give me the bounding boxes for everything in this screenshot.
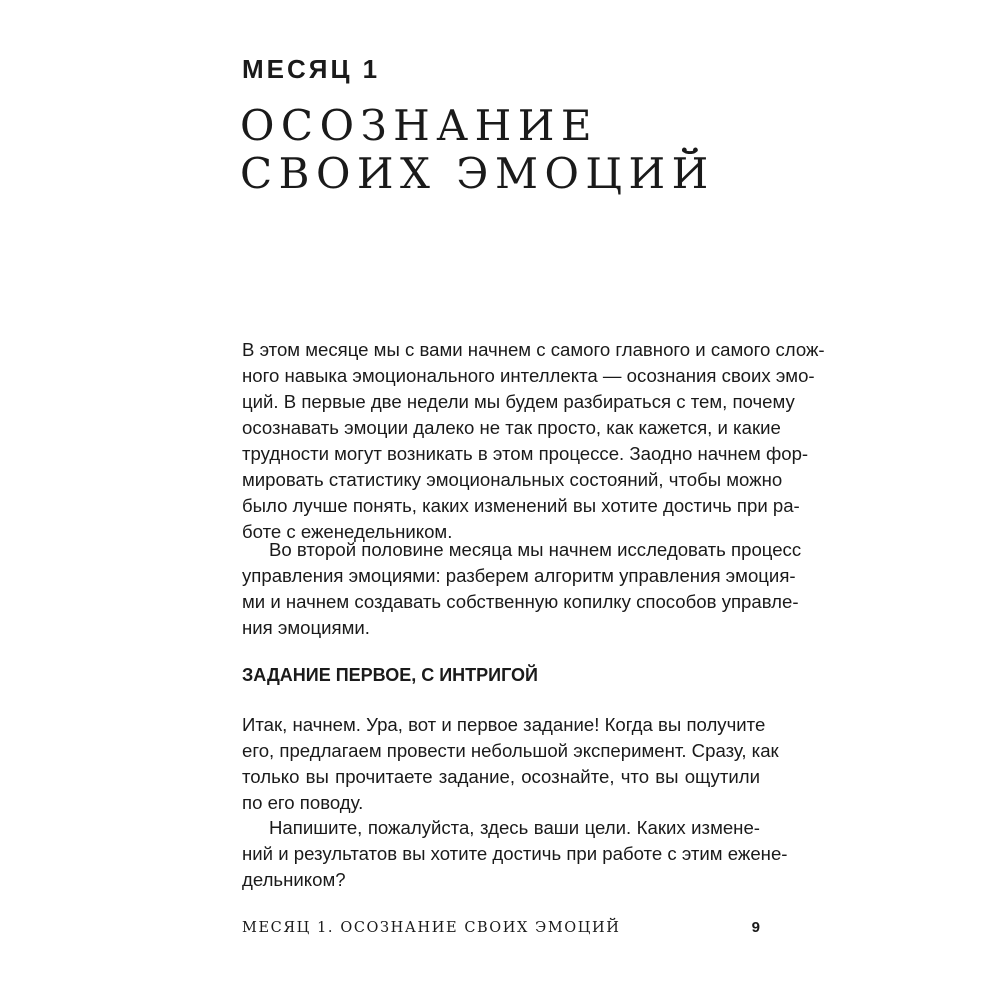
intro-paragraph-1 xyxy=(242,337,825,545)
task-paragraph-1 xyxy=(242,712,779,816)
text-line: дельником? xyxy=(242,869,346,890)
text-line: Напишите, пожалуйста, здесь ваши цели. Каких измене- xyxy=(269,817,760,838)
running-footer: МЕСЯЦ 1. ОСОЗНАНИЕ СВОИХ ЭМОЦИЙ xyxy=(242,920,621,936)
chapter-title-line: СВОИХ ЭМОЦИЙ xyxy=(240,149,715,198)
text-line: управления эмоциями: разберем алгоритм управления эмоция- xyxy=(242,565,796,586)
text-line: боте с еженедельником. xyxy=(242,521,453,542)
text-line: ми и начнем создавать собственную копилку способов управле- xyxy=(242,591,799,612)
text-line: было лучше понять, каких изменений вы хотите достичь при ра- xyxy=(242,495,800,516)
text-line: его, предлагаем провести небольшой эксперимент. Сразу, как xyxy=(242,740,779,761)
text-line: по его поводу. xyxy=(242,792,364,813)
text-line: только вы прочитаете задание, осознайте, что вы ощутили xyxy=(242,766,760,787)
task-paragraph-2 xyxy=(242,815,788,893)
text-line: трудности могут возникать в этом процессе. Заодно начнем фор- xyxy=(242,443,809,464)
text-line: ций. В первые две недели мы будем разбираться с тем, почему xyxy=(242,391,795,412)
chapter-title-line: ОСОЗНАНИЕ xyxy=(240,101,599,150)
month-label: МЕСЯЦ 1 xyxy=(242,54,381,84)
text-line: ния эмоциями. xyxy=(242,617,370,638)
text-line: ний и результатов вы хотите достичь при работе с этим еженe- xyxy=(242,843,788,864)
text-line: Во второй половине месяца мы начнем исследовать процесс xyxy=(269,539,802,560)
text-line: мировать статистику эмоциональных состояний, чтобы можно xyxy=(242,469,783,490)
chapter-title xyxy=(240,102,715,198)
intro-paragraph-2 xyxy=(242,537,802,641)
text-line: Итак, начнем. Ура, вот и первое задание! Когда вы получите xyxy=(242,714,766,735)
section-heading: ЗАДАНИЕ ПЕРВОЕ, С ИНТРИГОЙ xyxy=(242,665,538,685)
text-line: осознавать эмоции далеко не так просто, как кажется, и какие xyxy=(242,417,781,438)
text-line: В этом месяце мы с вами начнем с самого главного и самого слож- xyxy=(242,339,825,360)
text-line: ного навыка эмоционального интеллекта — осознания своих эмо- xyxy=(242,365,815,386)
page-number: 9 xyxy=(751,919,760,936)
